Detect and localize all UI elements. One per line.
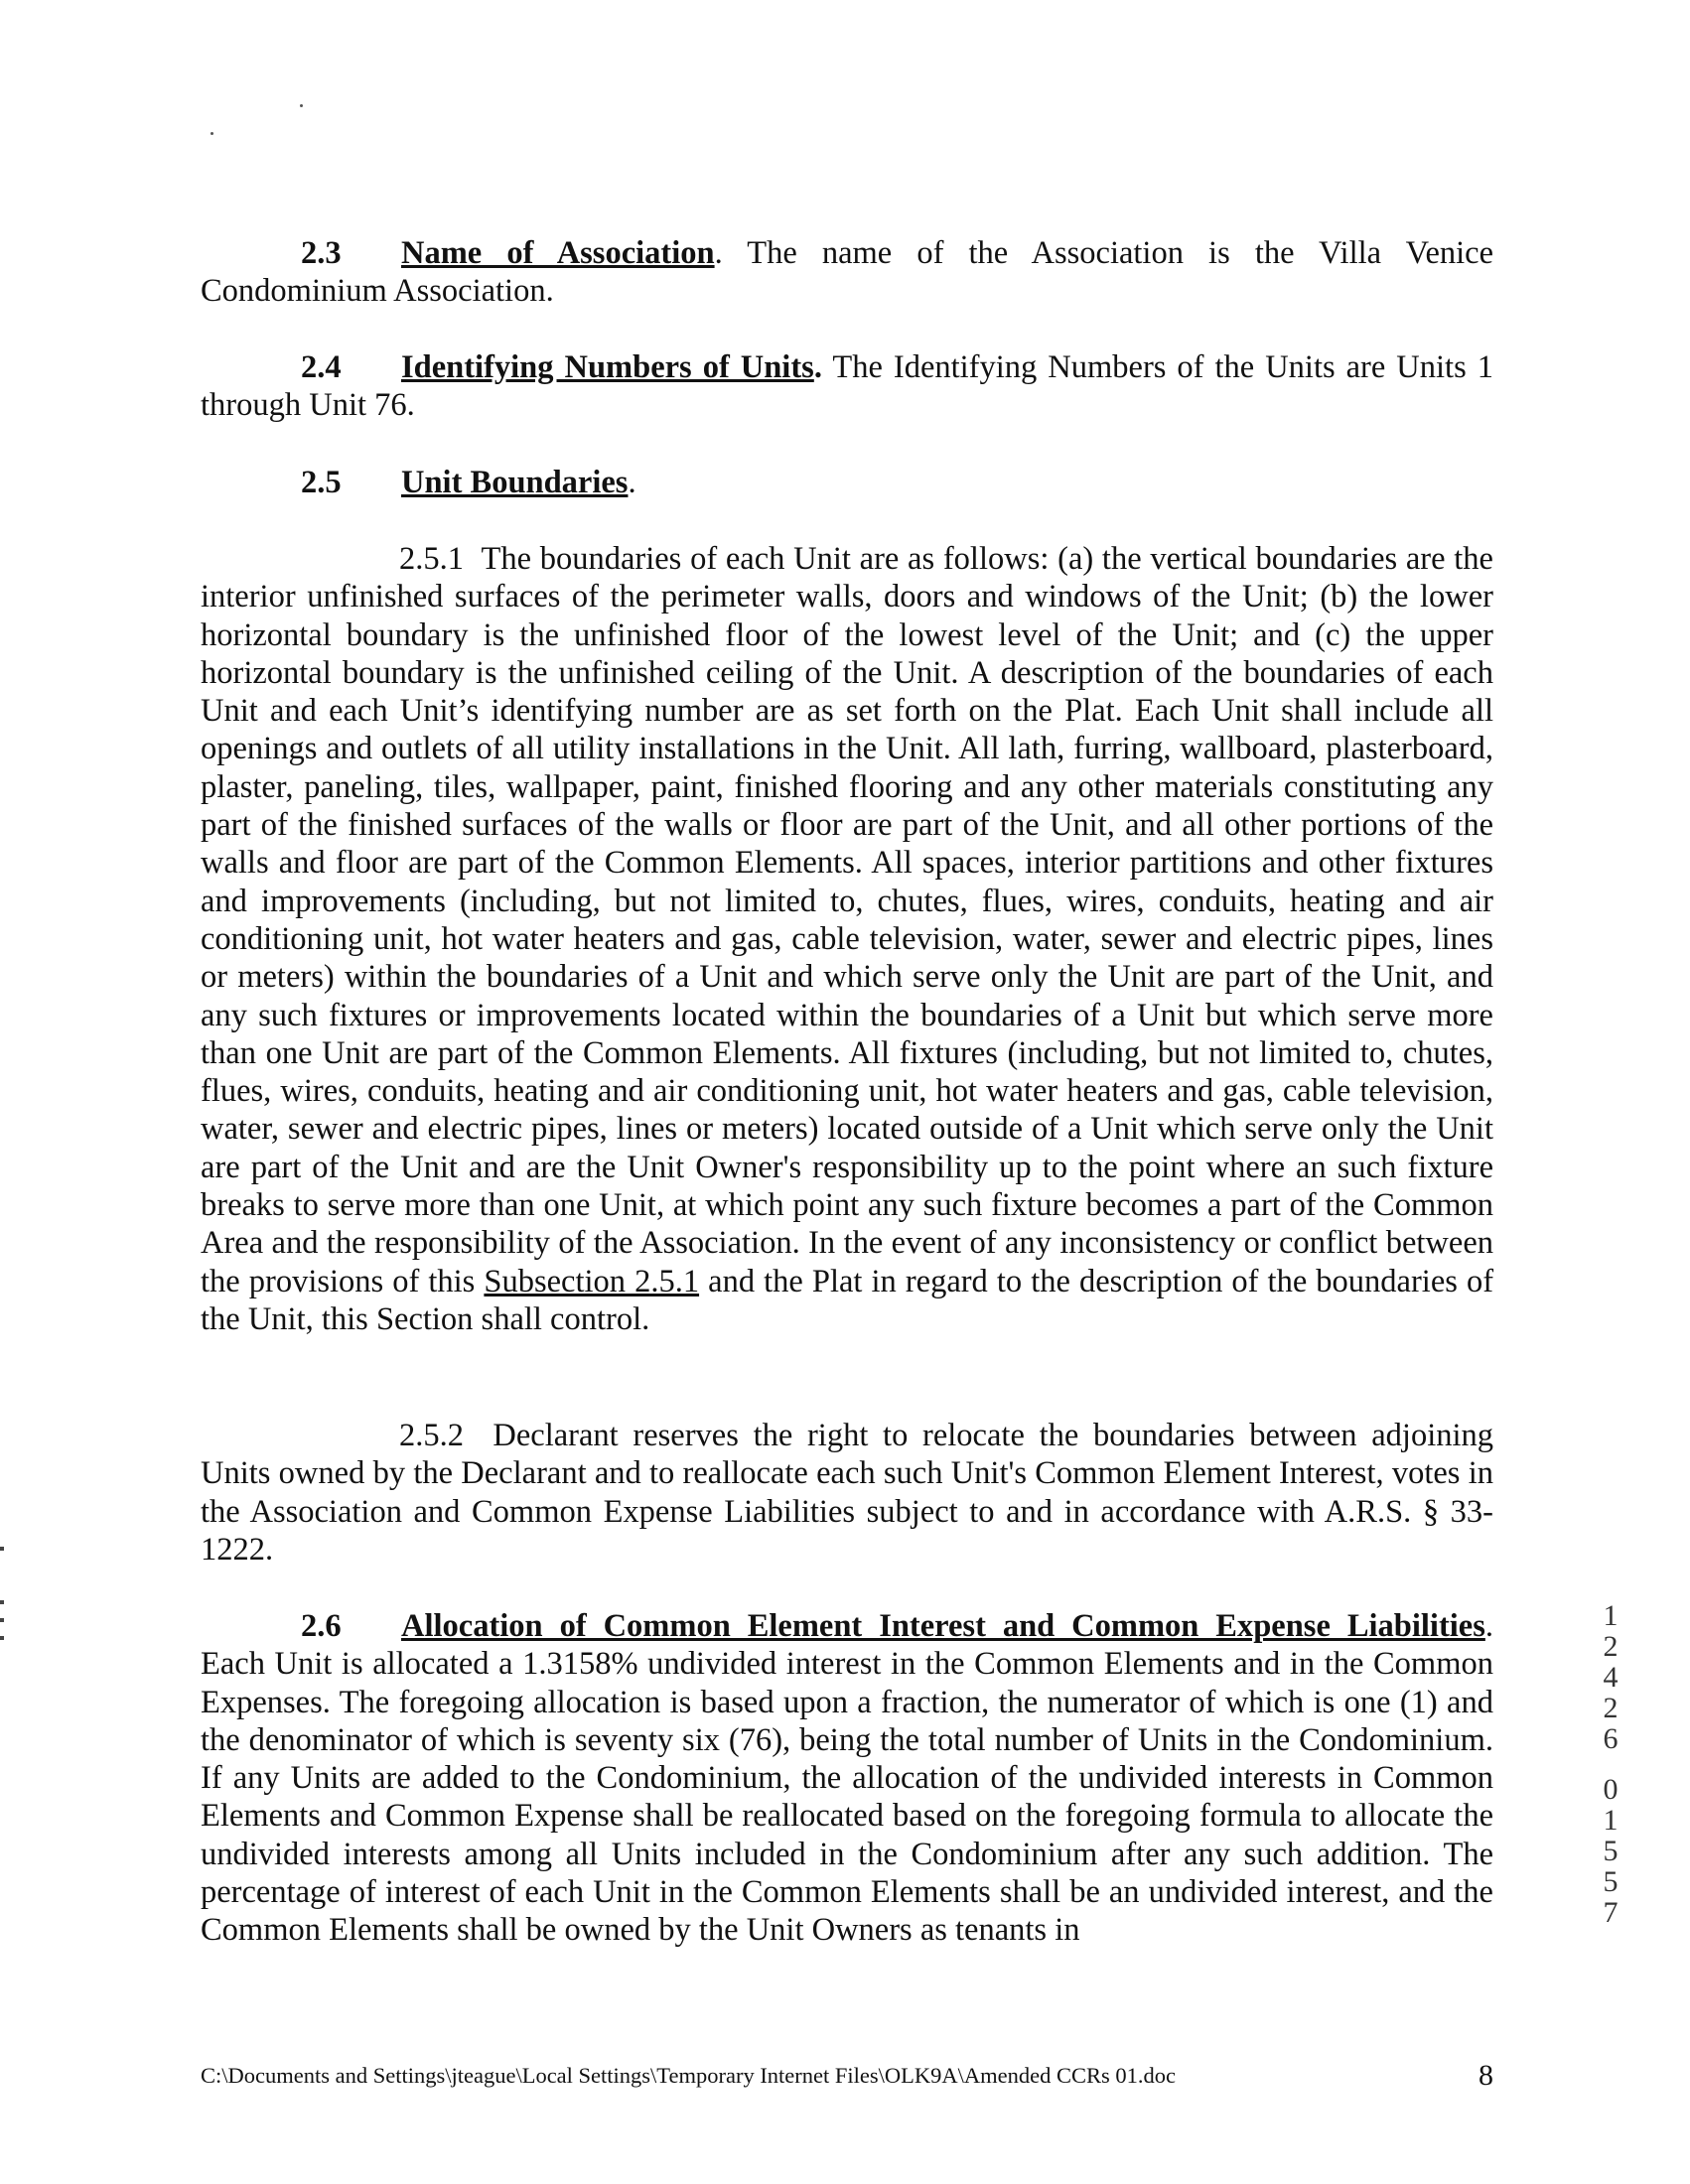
subsection-number: 2.5.1 (399, 541, 464, 577)
subsection-number: 2.5.2 (399, 1418, 464, 1453)
scan-speck (300, 104, 303, 107)
section-text: The Identifying Numbers of the Units are Units 1 through Unit 76. (201, 349, 1493, 424)
subsection-text: The boundaries of each Unit are as follows: (a) the vertical boundaries are the interior unfinished surfaces of the perimeter walls, doors and windows of the Unit; (b) the lower horizontal boundary is the unfinished floor of the lowest level of the Unit; and (c) the upper horizontal boundary is the unfinished ceiling of the Unit. A description of the boundaries of each Unit and each Unit’s identifying number are as set forth on the Plat. Each Unit shall include all openings and outlets of all utility installations in the Unit. All lath, furring, wallboard, plasterboard, plaster, paneling, tiles, wallpaper, paint, finished flooring and any other materials constituting any part of the finished surfaces of the walls or floor are part of the Unit, and all other portions of the walls and floor are part of the Common Elements. All spaces, interior partitions and other fixtures and improvements (including, but not limited to, chutes, flues, wires, conduits, heating and air conditioning unit, hot water heaters and gas, cable television, water, sewer and electric pipes, lines or meters) within the boundaries of a Unit and which serve only the Unit are part of the Unit, and any such fixtures or improvements located within the boundaries of a Unit but which serve more than one Unit are part of the Common Elements. All fixtures (including, but not limited to, chutes, flues, wires, conduits, heating and air conditioning unit, hot water heaters and gas, cable television, water, sewer and electric pipes, lines or meters) located outside of a Unit which serve only the Unit are part of the Unit and are the Unit Owner's responsibility up to the point where an such fixture breaks to serve more than one Unit, at which point any such fixture becomes a part of the Common Area and the responsibility of the Association. In the event of any inconsistency or conflict between the provisions of this (201, 541, 1493, 1299)
subsection-2-5-2 (201, 1417, 1493, 1569)
section-number: 2.3 (301, 235, 342, 271)
subsection-reference: Subsection 2.5.1 (484, 1263, 700, 1299)
scan-edge-mark (0, 1600, 4, 1604)
scan-edge-mark (0, 1547, 4, 1551)
section-text: The name of the Association is the Villa Venice Condominium Association. (201, 235, 1493, 310)
scan-edge-mark (0, 1618, 4, 1622)
section-number: 2.6 (301, 1608, 342, 1644)
page-footer (201, 2055, 1493, 2095)
document-stamp-number: 1 2 4 2 6 0 1 5 5 7 (1603, 1599, 1619, 1929)
section-2-3: 2.3 Name of Association. The name of the Association is the Villa Venice Condominium Association. (201, 235, 1493, 310)
scan-speck (211, 132, 213, 135)
section-number: 2.4 (301, 349, 342, 385)
section-heading: Name of Association (401, 235, 715, 271)
section-2-5: 2.5 Unit Boundaries. (301, 465, 636, 500)
scan-edge-mark (0, 1636, 4, 1640)
section-heading: Identifying Numbers of Units (401, 349, 814, 385)
subsection-text: Declarant reserves the right to relocate the boundaries between adjoining Units owned by the Declarant and to reallocate each such Unit's Common Element Interest, votes in the Association and Common Expense Liabilities subject to and in accordance with A.R.S. § 33-1222. (201, 1418, 1494, 1568)
section-2-4: 2.4 Identifying Numbers of Units. The Identifying Numbers of the Units are Units 1 through Unit 76. (201, 349, 1493, 424)
subsection-text-end: and the Plat in regard to the description of the boundaries of the Unit, this Section shall control. (201, 1263, 1494, 1337)
page-number: 8 (1479, 2059, 1493, 2092)
section-2-6: 2.6 Allocation of Common Element Interest and Common Expense Liabilities. Each Unit is allocated a 1.3158% undivided interest in the Common Elements and in the Common Expenses. The foregoing allocation is based upon a fraction, the numerator of which is one (1) and the denominator of which is seventy six (76), being the total number of Units in the Condominium. If any Units are added to the Condominium, the allocation of the undivided interests in Common Elements and Common Expense shall be reallocated based on the foregoing formula to allocate the undivided interests among all Units included in the Condominium after any such addition. The percentage of interest of each Unit in the Common Elements shall be an undivided interest, and the Common Elements shall be owned by the Unit Owners as tenants in (201, 1608, 1493, 1949)
subsection-2-5-1 (201, 540, 1493, 1338)
section-text: Each Unit is allocated a 1.3158% undivided interest in the Common Elements and in the Common Expenses. The foregoing allocation is based upon a fraction, the numerator of which is one (1) and the denominator of which is seventy six (76), being the total number of Units in the Condominium. If any Units are added to the Condominium, the allocation of the undivided interests in Common Elements and Common Expense shall be reallocated based on the foregoing formula to allocate the undivided interests among all Units included in the Condominium after any such addition. The percentage of interest of each Unit in the Common Elements shall be an undivided interest, and the Common Elements shall be owned by the Unit Owners as tenants in (201, 1646, 1493, 1949)
section-heading: Unit Boundaries (401, 465, 629, 500)
section-heading: Allocation of Common Element Interest and Common Expense Liabilities (401, 1608, 1485, 1644)
section-number: 2.5 (301, 465, 342, 500)
footer-file-path: C:\Documents and Settings\jteague\Local Settings\Temporary Internet Files\OLK9A\Amended CCRs 01.doc (201, 2063, 1177, 2088)
